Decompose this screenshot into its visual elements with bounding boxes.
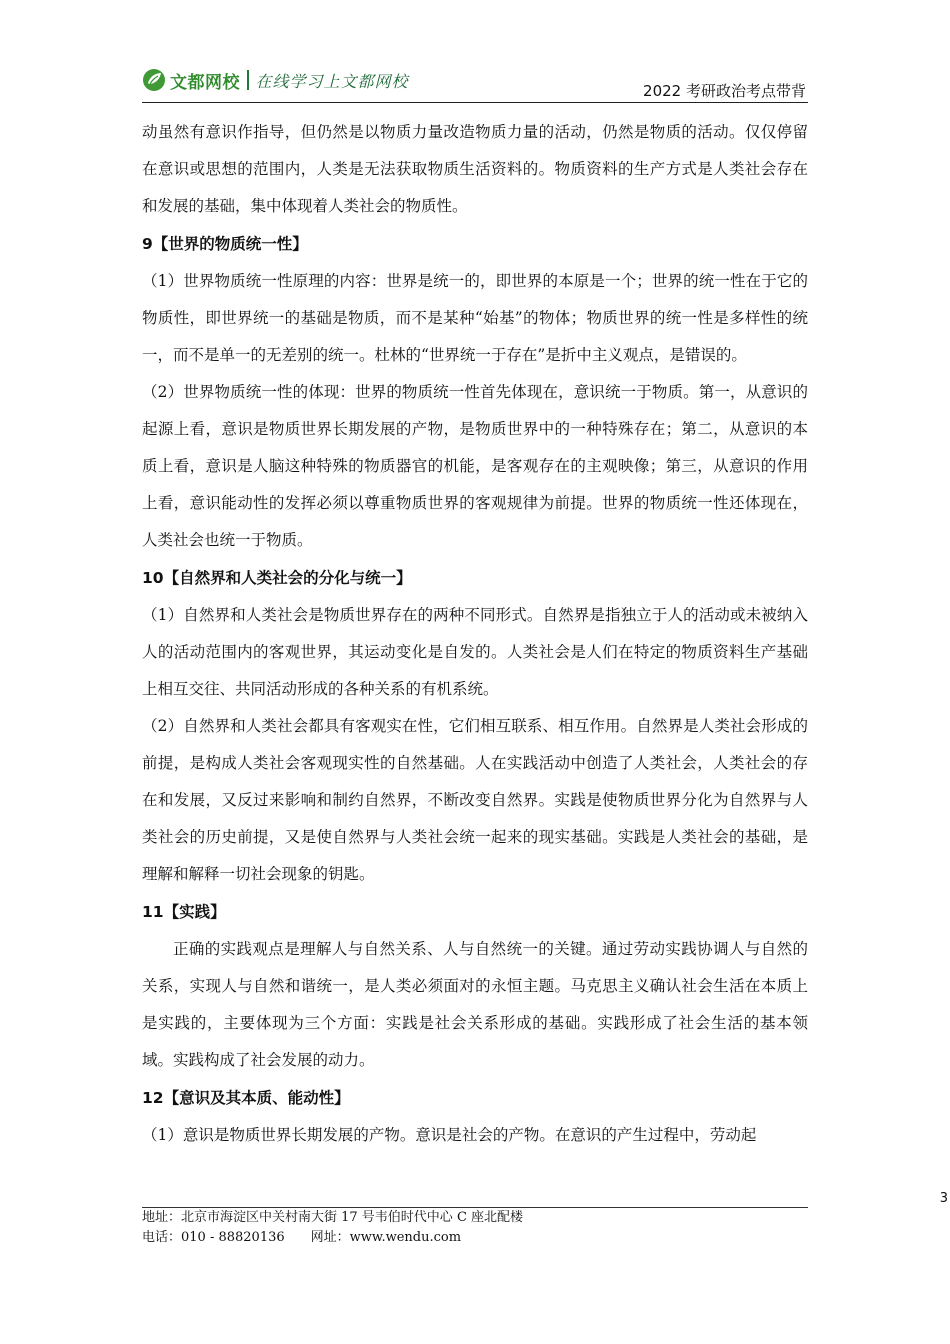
section-11-paragraph-1: 正确的实践观点是理解人与自然关系、人与自然统一的关键。通过劳动实践协调人与自然的关系，实现人与自然和谐统一，是人类必须面对的永恒主题。马克思主义确认社会生活在本质上是实践的，主要体现为三个方面：实践是社会关系形成的基础。实践形成了社会生活的基本领域。实践构成了社会发展的动力。: [142, 940, 808, 1069]
page-header: [142, 62, 808, 103]
section-10-paragraph-1: （1）自然界和人类社会是物质世界存在的两种不同形式。自然界是指独立于人的活动或未被纳入人的活动范围内的客观世界，其运动变化是自发的。人类社会是人们在特定的物质资料生产基础上相互交往、共同活动形成的各种关系的有机系统。: [142, 606, 808, 698]
section-9-paragraph-2: （2）世界物质统一性的体现：世界的物质统一性首先体现在，意识统一于物质。第一，从意识的起源上看，意识是物质世界长期发展的产物，是物质世界中的一种特殊存在；第二，从意识的本质上看，意识是人脑这种特殊的物质器官的机能，是客观存在的主观映像；第三，从意识的作用上看，意识能动性的发挥必须以尊重物质世界的客观规律为前提。世界的物质统一性还体现在，人类社会也统一于物质。: [142, 383, 808, 549]
intro-paragraph: 动虽然有意识作指导，但仍然是以物质力量改造物质力量的活动，仍然是物质的活动。仅仅停留在意识或思想的范围内，人类是无法获取物质生活资料的。物质资料的生产方式是人类社会存在和发展的基础，集中体现着人类社会的物质性。: [142, 123, 808, 215]
footer-website-link[interactable]: 网址：www.wendu.com: [310, 1230, 462, 1245]
document-title: 2022 考研政治考点带背: [643, 82, 806, 100]
footer-phone: 电话：010 - 88820136: [142, 1230, 285, 1245]
brand-name: 文都网校: [170, 72, 240, 93]
section-heading-12: 12【意识及其本质、能动性】: [142, 1089, 350, 1107]
logo-divider: [247, 70, 249, 90]
section-12-paragraph-1: （1）意识是物质世界长期发展的产物。意识是社会的产物。在意识的产生过程中，劳动起: [142, 1126, 757, 1144]
section-heading-9: 9【世界的物质统一性】: [142, 235, 308, 253]
page-footer: [142, 1207, 808, 1248]
footer-address: 地址：北京市海淀区中关村南大街 17 号韦伯时代中心 C 座北配楼: [142, 1210, 524, 1225]
section-9-paragraph-1: （1）世界物质统一性原理的内容：世界是统一的，即世界的本原是一个；世界的统一性在于它的物质性，即世界统一的基础是物质，而不是某种“始基”的物体；物质世界的统一性是多样性的统一，而不是单一的无差别的统一。杜林的“世界统一于存在”是折中主义观点，是错误的。: [142, 272, 808, 364]
page-number: 3: [939, 1191, 948, 1206]
footer-contact: [142, 1228, 808, 1248]
brand-slogan: 在线学习上文都网校: [255, 71, 409, 91]
section-heading-11: 11【实践】: [142, 903, 226, 921]
section-10-paragraph-2: （2）自然界和人类社会都具有客观实在性，它们相互联系、相互作用。自然界是人类社会形成的前提，是构成人类社会客观现实性的自然基础。人在实践活动中创造了人类社会，人类社会的存在和发展，又反过来影响和制约自然界，不断改变自然界。实践是使物质世界分化为自然界与人类社会的历史前提，又是使自然界与人类社会统一起来的现实基础。实践是人类社会的基础，是理解和解释一切社会现象的钥匙。: [142, 717, 808, 883]
brand-logo[interactable]: [142, 64, 409, 96]
section-heading-10: 10【自然界和人类社会的分化与统一】: [142, 569, 412, 587]
wendu-leaf-icon: [142, 68, 166, 92]
document-body: [142, 114, 808, 1154]
